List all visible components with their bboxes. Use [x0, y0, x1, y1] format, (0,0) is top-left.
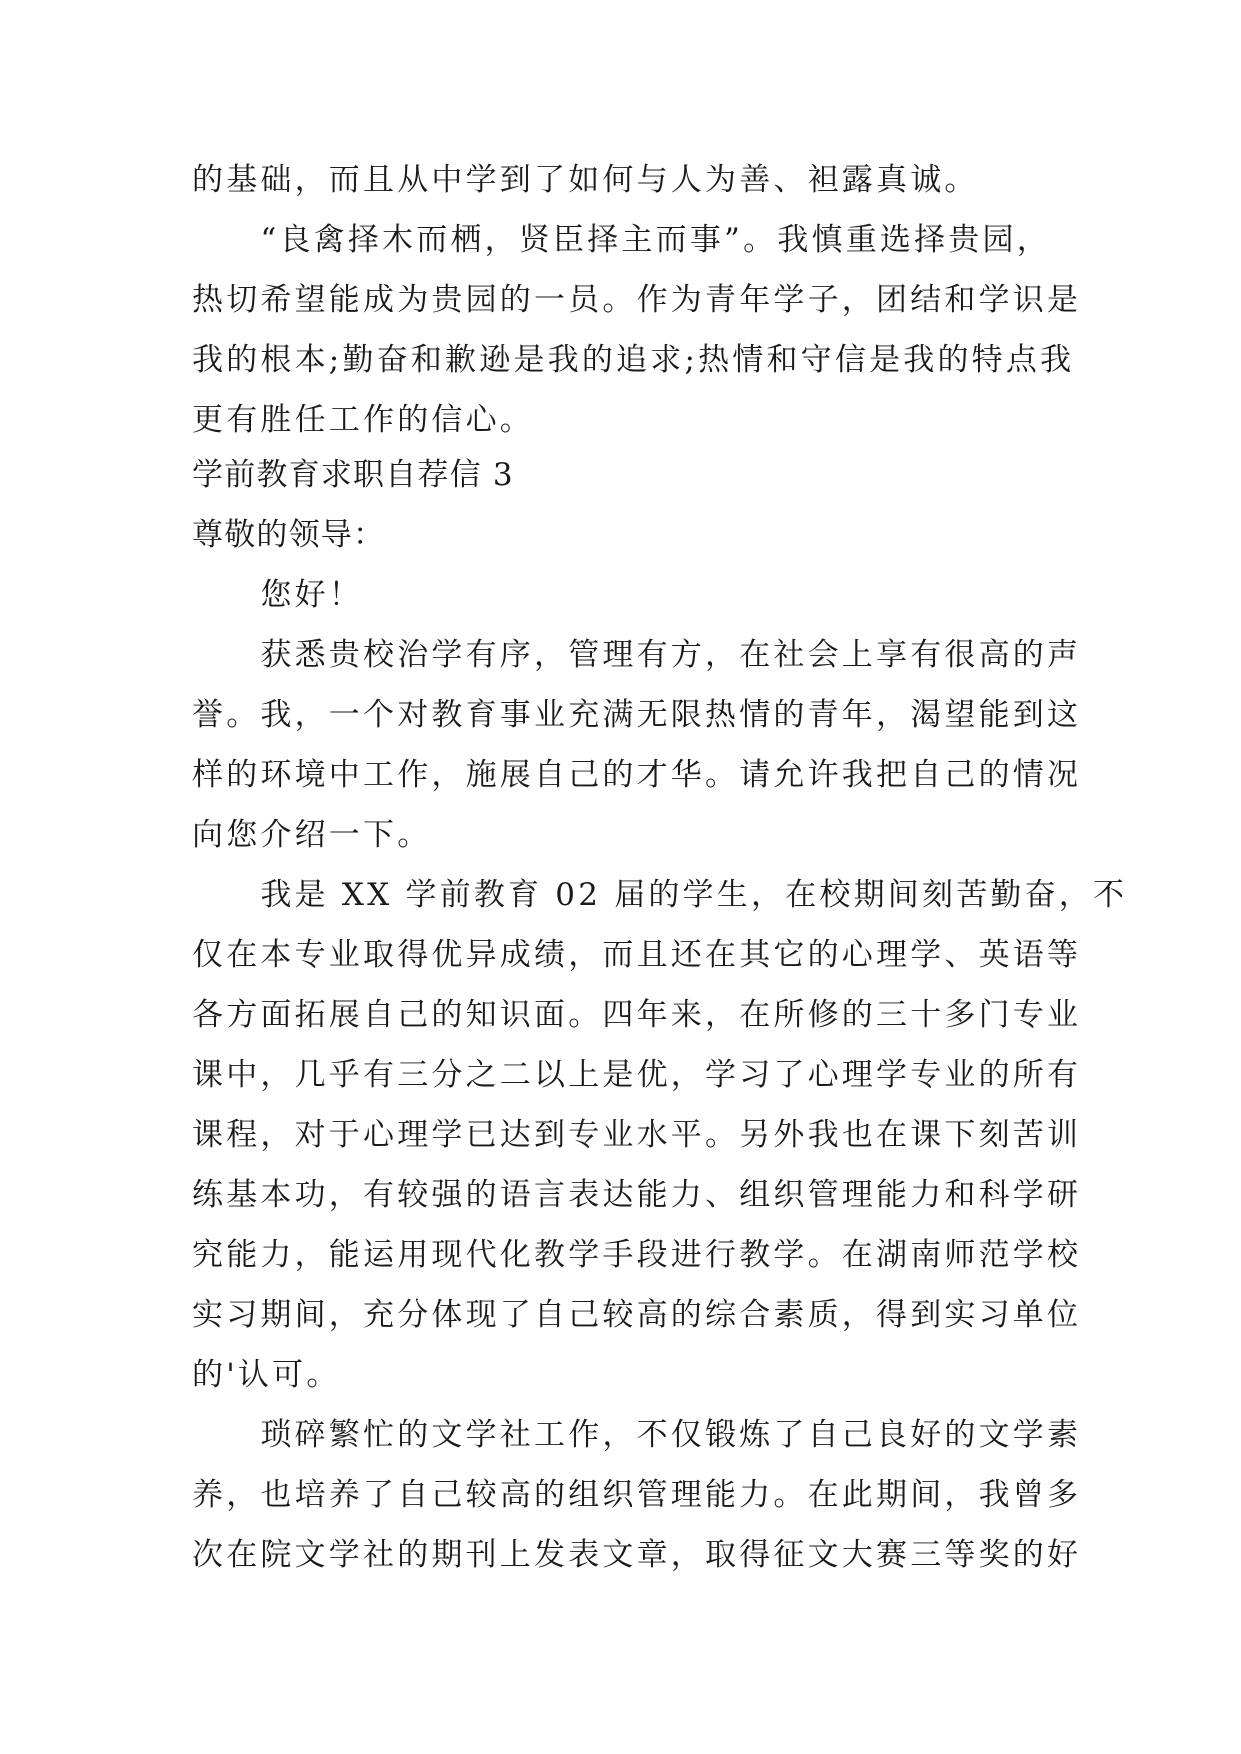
text-line: 实习期间，充分体现了自己较高的综合素质，得到实习单位: [192, 1297, 1082, 1333]
text-line: 获悉贵校治学有序，管理有方，在社会上享有很高的声: [192, 637, 1082, 673]
text-line: 次在院文学社的期刊上发表文章，取得征文大赛三等奖的好: [192, 1537, 1082, 1573]
text-line: 样的环境中工作，施展自己的才华。请允许我把自己的情况: [192, 757, 1082, 793]
greeting: 您好！: [192, 577, 363, 613]
text-line: 向您介绍一下。: [192, 817, 432, 853]
text-line: 的基础，而且从中学到了如何与人为善、袒露真诚。: [192, 162, 979, 198]
text-line: 练基本功，有较强的语言表达能力、组织管理能力和科学研: [192, 1177, 1082, 1213]
text-line: 热切希望能成为贵园的一员。作为青年学子，团结和学识是: [192, 282, 1082, 318]
text-line: 课程，对于心理学已达到专业水平。另外我也在课下刻苦训: [192, 1117, 1082, 1153]
text-line: 各方面拓展自己的知识面。四年来，在所修的三十多门专业: [192, 997, 1082, 1033]
salutation: 尊敬的领导：: [192, 517, 386, 553]
text-line: 琐碎繁忙的文学社工作，不仅锻炼了自己良好的文学素: [192, 1417, 1082, 1453]
text-line: 养，也培养了自己较高的组织管理能力。在此期间，我曾多: [192, 1477, 1082, 1513]
text-line: 的'认可。: [192, 1357, 341, 1393]
text-line: 仅在本专业取得优异成绩，而且还在其它的心理学、英语等: [192, 937, 1082, 973]
section-title: 学前教育求职自荐信 3: [192, 457, 514, 493]
text-line: 我的根本;勤奋和歉逊是我的追求;热情和守信是我的特点我: [192, 342, 1075, 378]
text-line: 誉。我，一个对教育事业充满无限热情的青年，渴望能到这: [192, 697, 1082, 733]
text-line: 我是 XX 学前教育 02 届的学生，在校期间刻苦勤奋，不: [192, 877, 1128, 913]
text-line: 课中，几乎有三分之二以上是优，学习了心理学专业的所有: [192, 1057, 1082, 1093]
text-line: 更有胜任工作的信心。: [192, 402, 534, 438]
text-line: 究能力，能运用现代化教学手段进行教学。在湖南师范学校: [192, 1237, 1082, 1273]
text-line: “良禽择木而栖，贤臣择主而事”。我慎重选择贵园，: [192, 222, 1051, 258]
